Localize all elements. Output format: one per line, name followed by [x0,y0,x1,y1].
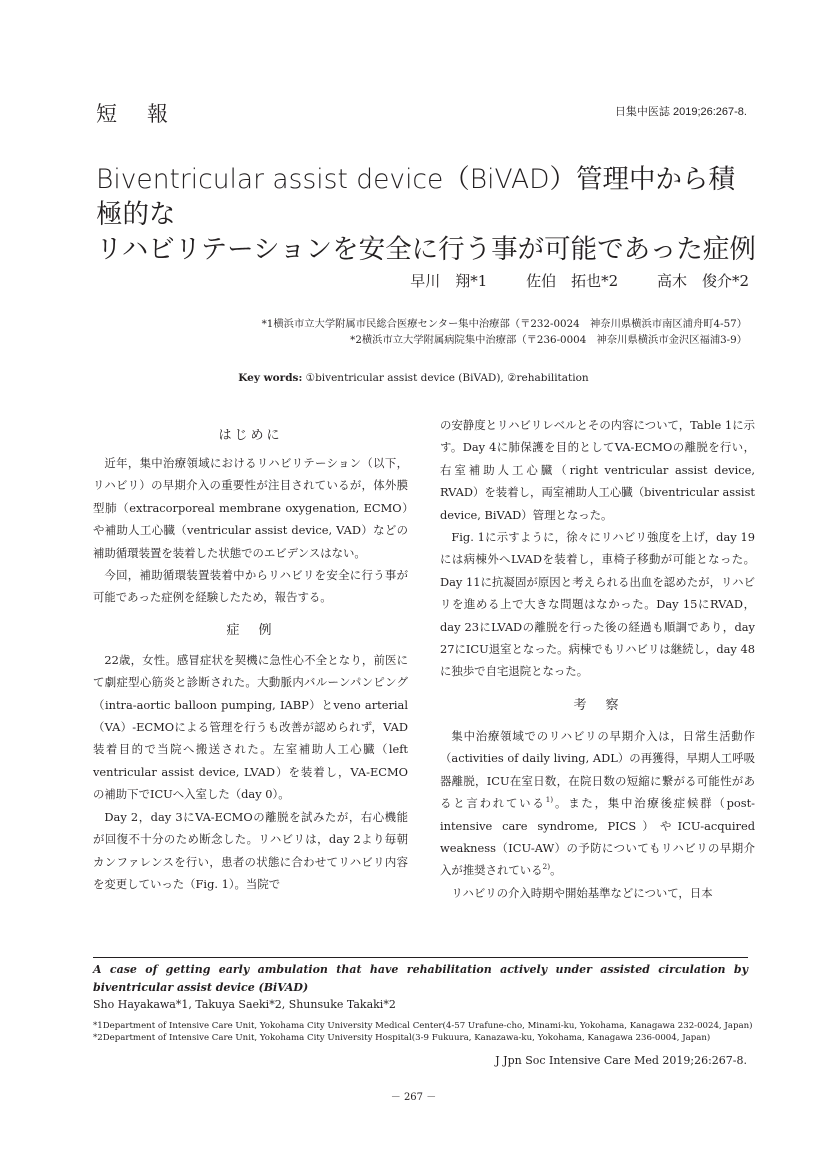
english-title: A case of getting early ambulation that have rehabilitation actively under assisted circulation by biventricular assist device (BiVAD) [93,963,748,994]
intro-paragraph-2: 今回，補助循環装置装着中からリハビリを安全に行う事が可能であった症例を経験したため，報告する。 [93,568,408,605]
keywords-label: Key words: [238,372,303,384]
article-title: Biventricular assist device（BiVAD）管理中から積極的な リハビリテーションを安全に行う事が可能であった症例 [96,164,756,265]
reference-2: 2) [542,862,551,872]
keywords-text: ①biventricular assist device (BiVAD), ②rehabilitation [302,372,589,384]
author-3: 高木 俊介*2 [656,272,749,290]
left-column [93,415,408,895]
case-heading: 症 例 [226,622,275,638]
case-paragraph-3: Fig. 1に示すように，徐々にリハビリ強度を上げ，day 19には病棟外へLVADを装着し，車椅子移動が可能となった。Day 11に抗凝固が原因と考えられる出血を認めたが，リハビリを進める上で大きな問題はなかった。Day 15にRVAD，day 23にLVADの離脱を行った後の経過も順調であり，day 27にICU退室となった。病棟でもリハビリは継続し，day 48に独歩で自宅退院となった。 [440,530,755,679]
right-column [440,414,755,904]
intro-paragraph-1: 近年，集中治療領域におけるリハビリテーション（以下，リハビリ）の早期介入の重要性が注目されているが，体外膜型肺（extracorporeal membrane oxygenation, ECMO）や補助人工心臓（ventricular assist device, VAD）などの補助循環装置を装着した状態でのエビデンスはない。 [93,456,408,560]
author-2: 佐伯 拓也*2 [526,272,619,290]
discussion-paragraph-1 [440,725,755,882]
english-affiliation-2: *2Department of Intensive Care Unit, Yokohama City University Hospital(3-9 Fukuura, Kanazawa-ku, Yokohama, Kanagawa 236-0004, Japan) [93,1033,711,1043]
affiliation-1: *1横浜市立大学附属市民総合医療センター集中治療部（〒232-0024 神奈川県横浜市南区浦舟町4-57） [261,318,747,330]
page-number: － 267 － [390,1092,437,1103]
english-authors: Sho Hayakawa*1, Takuya Saeki*2, Shunsuke Takaki*2 [93,998,396,1011]
author-list [376,270,749,291]
english-affiliation-1: *1Department of Intensive Care Unit, Yokohama City University Medical Center(4-57 Urafune-cho, Minami-ku, Yokohama, Kanagawa 232-0024, Japan) [93,1021,753,1031]
case-paragraph-1: 22歳，女性。感冒症状を契機に急性心不全となり，前医にて劇症型心筋炎と診断された。大動脈内バルーンパンピング（intra-aortic balloon pumping, IABP）とveno arterial（VA）-ECMOによる管理を行うも改善が認められず，VAD装着目的で当院へ搬送された。左室補助人工心臓（left ventricular assist device, LVAD）を装着し，VA-ECMOの補助下でICUへ入室した（day 0）。 [93,652,408,802]
discussion-heading: 考 察 [573,697,622,713]
intro-heading: はじめに [218,428,283,443]
footer-divider [93,957,748,958]
discussion-paragraph-2: リハビリの介入時期や開始基準などについて，日本 [451,885,713,900]
author-1: 早川 翔*1 [410,272,488,290]
keywords [0,372,827,384]
reference-1: 1) [545,795,554,805]
case-paragraph-2-continued: の安静度とリハビリレベルとその内容について，Table 1に示す。Day 4に肺保護を目的としてVA-ECMOの離脱を行い，右室補助人工心臓（right ventricular assist device, RVAD）を装着し，両室補助人工心臓（biventricular assist device, BiVAD）管理となった。 [440,418,755,522]
discussion-text-b: 。また，集中治療後症候群（post-intensive care syndrome, PICS）やICU-acquired weakness（ICU-AW）の予防についてもリハビリの早期介入が推奨されている [440,796,755,878]
discussion-text-a: 集中治療領域でのリハビリの早期介入は，日常生活動作（activities of daily living, ADL）の再獲得，早期人工呼吸器離脱，ICU在室日数，在院日数の短縮に繋がる可能性があると言われている [440,728,755,811]
affiliation-2: *2横浜市立大学附属病院集中治療部（〒236-0004 神奈川県横浜市金沢区福浦3-9） [350,334,747,346]
case-paragraph-2: Day 2，day 3にVA-ECMOの離脱を試みたが，右心機能が回復不十分のため断念した。リハビリは，day 2より毎朝カンファレンスを行い，患者の状態に合わせてリハビリ内容を変更していった（Fig. 1）。当院で [93,809,408,891]
english-citation: J Jpn Soc Intensive Care Med 2019;26:267-8. [495,1054,747,1067]
article-category: 短報 [96,102,198,126]
journal-citation-jp: 日集中医誌 2019;26:267-8. [614,106,747,118]
discussion-text-c: 。 [550,863,562,878]
